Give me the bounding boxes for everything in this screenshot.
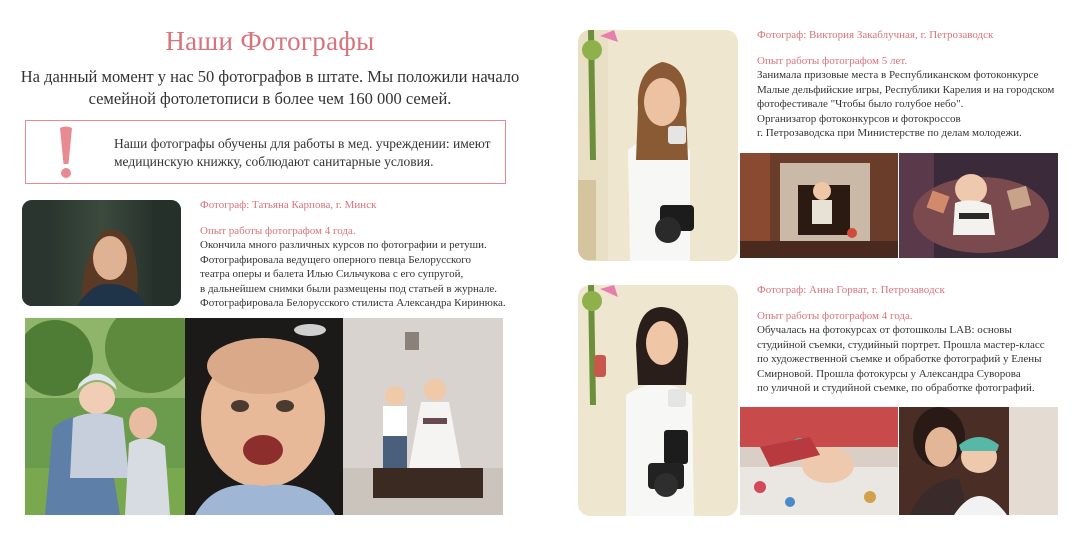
gallery-photo-baby-closeup xyxy=(185,318,343,515)
photographer-bio xyxy=(757,323,1067,396)
gallery-photo-sleeping-baby xyxy=(740,407,898,515)
photographer-experience: Опыт работы фотографом 4 года. xyxy=(757,310,913,322)
bio-line: Обучалась на фотокурсах от фотошколы LAB: основы xyxy=(757,324,1012,336)
exclamation-icon xyxy=(56,126,76,180)
bio-line: студийной съемки, студийный портрет. Прошла мастер-класс xyxy=(757,338,1045,351)
bio-line: по художественной съемке и обработке фотографий у Елены xyxy=(757,353,1042,365)
photographer-name: Фотограф: Анна Горват, г. Петрозаводск xyxy=(757,284,945,296)
gallery-photo-two-children xyxy=(343,318,503,515)
notice-text: Наши фотографы обучены для работы в мед. учреждении: имеют медицинскую книжку, соблюдают санитарные условия. xyxy=(114,136,491,169)
photographer-portrait-gorvat xyxy=(578,285,738,516)
gallery-photo-outdoor-family xyxy=(25,318,185,515)
bio-line: Организатор фотоконкурсов и фотокроссов xyxy=(757,112,961,125)
bio-line: Окончила много различных курсов по фотографии и ретуши. xyxy=(200,239,487,251)
gallery-photo-mother-baby xyxy=(899,407,1058,515)
bio-line: Смирновой. Прошла фотокурсы у Александра Суворова xyxy=(757,367,1021,380)
photographer-bio xyxy=(757,68,1067,141)
bio-line: Малые дельфийские игры, Республики Карелия и на городском xyxy=(757,83,1055,96)
bio-line: Фотографировала Белорусского стилиста Александра Киринюка. xyxy=(200,297,506,309)
photographer-name: Фотограф: Татьяна Карпова, г. Минск xyxy=(200,199,377,211)
bio-line: в дальнейшем снимки были размещены под статьей в журнале. xyxy=(200,282,497,295)
photographer-experience: Опыт работы фотографом 5 лет. xyxy=(757,55,908,67)
gallery-photo-fireplace-baby xyxy=(740,153,898,258)
bio-line: фотофестивале "Чтобы было голубое небо". xyxy=(757,98,964,110)
photographer-name: Фотограф: Виктория Закаблучная, г. Петрозаводск xyxy=(757,29,994,41)
bio-line: театра оперы и балета Илью Сильчукова с его супругой, xyxy=(200,268,464,280)
intro-text: На данный момент у нас 50 фотографов в штате. Мы положили начало семейной фотолетописи в более чем 160 000 семей. xyxy=(20,67,520,108)
page-title: Наши Фотографы xyxy=(165,26,375,56)
gallery-photo-baby-in-knit xyxy=(899,153,1058,258)
photographer-experience: Опыт работы фотографом 4 года. xyxy=(200,225,356,237)
photographer-bio xyxy=(200,238,520,311)
bio-line: Занимала призовые места в Республиканском фотоконкурсе xyxy=(757,69,1039,81)
photographer-portrait-karpova xyxy=(22,200,181,306)
photographer-portrait-zakabluchnaya xyxy=(578,30,738,261)
bio-line: по уличной и студийной съемке, по обработке фотографий. xyxy=(757,382,1035,394)
bio-line: г. Петрозаводска при Министерстве по делам молодежи. xyxy=(757,127,1022,139)
notice-box xyxy=(25,120,506,184)
bio-line: Фотографировала ведущего оперного певца Белорусского xyxy=(200,253,472,266)
